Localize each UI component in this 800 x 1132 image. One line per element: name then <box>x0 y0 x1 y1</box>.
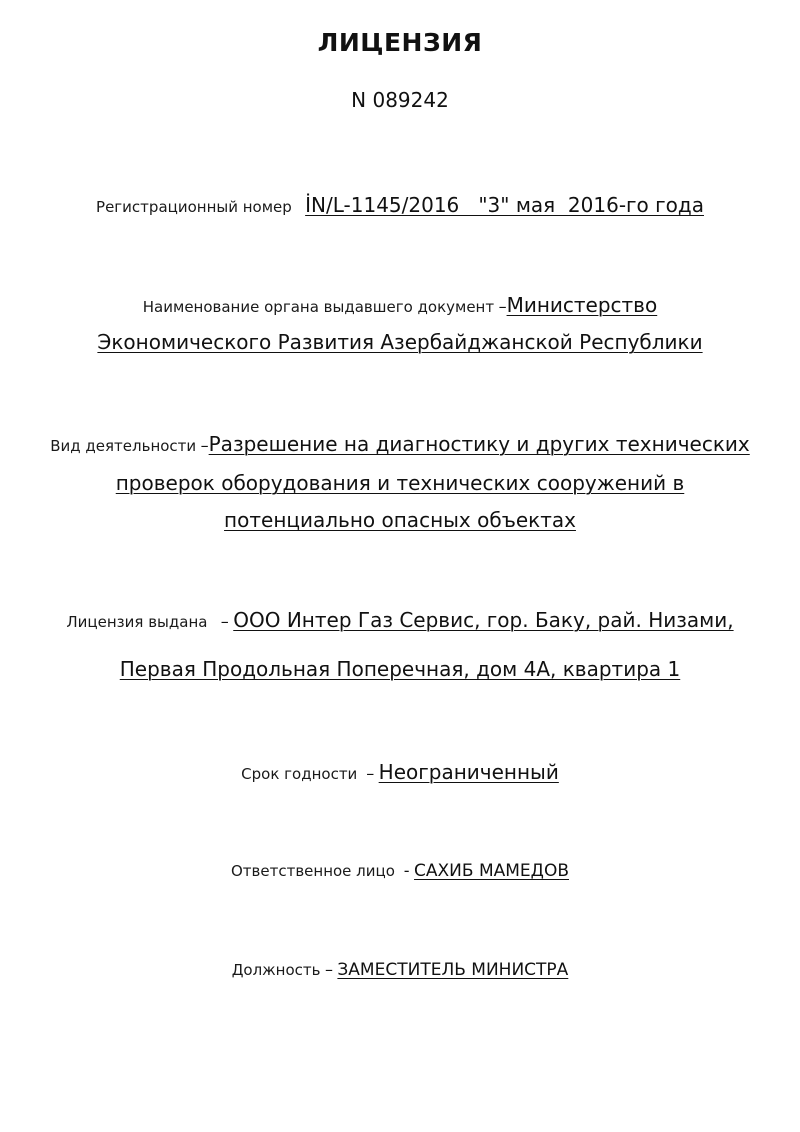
position-separator: – <box>324 960 333 979</box>
issuer-line-2 <box>20 330 780 354</box>
licensee-label: Лицензия выдана <box>66 613 208 631</box>
activity-line-2 <box>20 471 780 495</box>
activity-value-line2: проверок оборудования и технических сооружений в <box>115 471 685 495</box>
activity-value-line3: потенциально опасных объектах <box>224 508 576 532</box>
responsible-line <box>20 861 780 881</box>
activity-line-1 <box>20 432 780 456</box>
licensee-separator: – <box>220 612 229 631</box>
licensee-value-line1: ООО Интер Газ Сервис, гор. Баку, рай. Низами, <box>233 608 734 632</box>
activity-value-line1: Разрешение на диагностику и других технических <box>208 432 750 456</box>
activity-line-3 <box>20 508 780 532</box>
registration-label: Регистрационный номер <box>96 198 292 216</box>
issuer-line-1 <box>20 293 780 317</box>
issuer-label: Наименование органа выдавшего документ <box>142 298 495 316</box>
licensee-line-2 <box>20 657 780 681</box>
activity-separator: – <box>200 436 209 455</box>
issuer-value-line2: Экономического Развития Азербайджанской Республики <box>97 330 703 354</box>
position-line <box>20 960 780 980</box>
validity-value: Неограниченный <box>378 760 559 784</box>
validity-separator: – <box>366 764 375 783</box>
position-value: ЗАМЕСТИТЕЛЬ МИНИСТРА <box>337 960 569 980</box>
licensee-value-line2: Первая Продольная Поперечная, дом 4А, квартира 1 <box>119 657 681 681</box>
validity-line <box>20 760 780 784</box>
document-title: ЛИЦЕНЗИЯ <box>317 28 483 57</box>
position-label: Должность <box>231 961 321 979</box>
responsible-label: Ответственное лицо <box>230 862 395 880</box>
registration-line <box>20 193 780 217</box>
licensee-line-1 <box>20 608 780 632</box>
responsible-separator: - <box>403 861 410 880</box>
issuer-separator: – <box>498 297 507 316</box>
registration-value: İN/L-1145/2016 "3" мая 2016-го года <box>305 193 704 217</box>
issuer-value-line1: Министерство <box>506 293 658 317</box>
validity-label: Срок годности <box>241 765 358 783</box>
activity-label: Вид деятельности <box>50 437 197 455</box>
responsible-value: САХИБ МАМЕДОВ <box>414 861 569 881</box>
license-number: N 089242 <box>351 88 449 112</box>
